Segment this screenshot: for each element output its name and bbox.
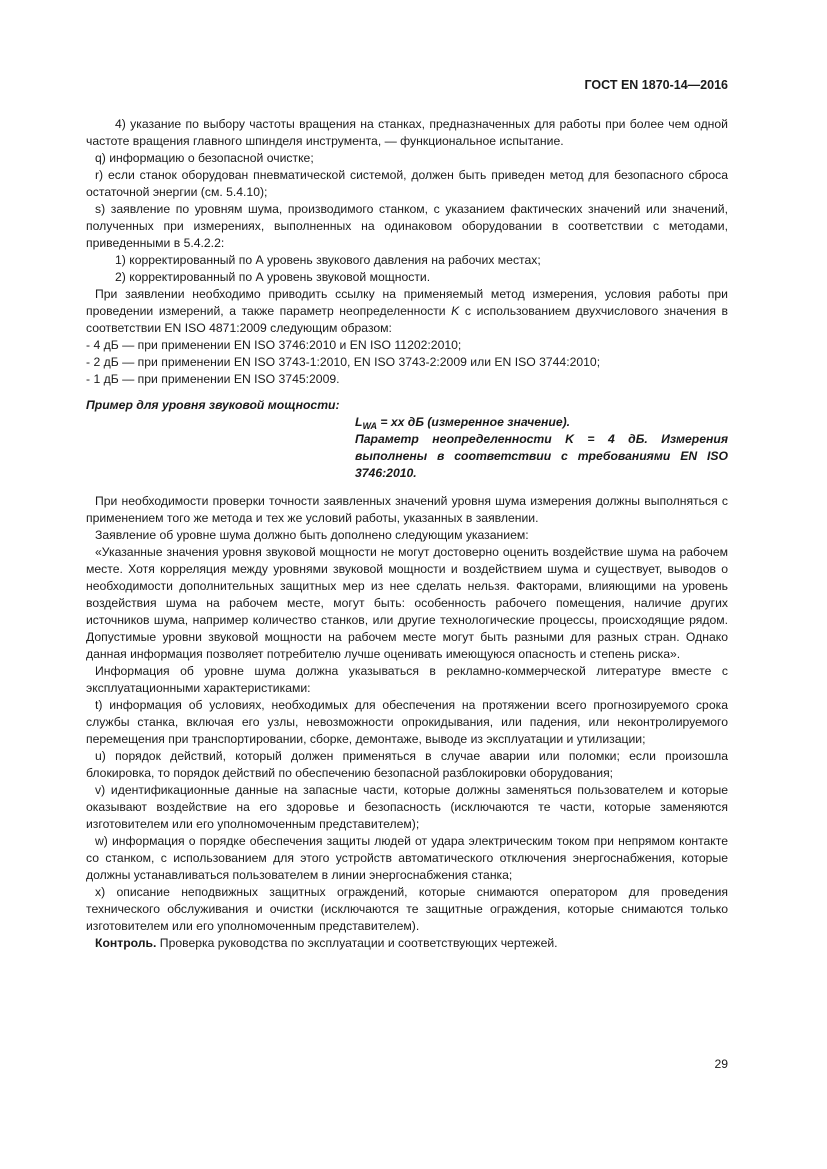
control-paragraph: Контроль. Проверка руководства по эксплуатации и соответствующих чертежей.	[95, 936, 558, 950]
example-title: Пример для уровня звуковой мощности:	[86, 398, 340, 412]
declaration-paragraph: При заявлении необходимо приводить ссылку на применяемый метод измерения, условия работы при проведении измерений, а также параметр неопределенности K с использованием двухчислового значения в соответствии EN ISO 4871:2009 следующим образом:	[86, 287, 728, 335]
item-4-text: 4) указание по выбору частоты вращения на станках, предназначенных для работы при более чем одной частоте вращения главного шпинделя инструмента, — функциональное испытание.	[86, 117, 728, 148]
document-header: ГОСТ EN 1870-14—2016	[584, 78, 728, 92]
page-number: 29	[714, 1057, 728, 1071]
verification-paragraph: При необходимости проверки точности заявленных значений уровня шума измерения должны выполняться с применением того же метода и тех же условий работы, указанных в заявлении.	[86, 494, 728, 525]
example-line-2: Параметр неопределенности K = 4 дБ. Измерения выполнены в соответствии с требованиями EN ISO 3746:2010.	[355, 432, 728, 480]
document-body	[86, 116, 728, 952]
quote-paragraph: «Указанные значения уровня звуковой мощности не могут достоверно оценить воздействие шума на рабочем месте. Хотя корреляция между уровнями звуковой мощности и воздействием шума и существует, выводов о необходимости дополнительных защитных мер из нее сделать нельзя. Факторами, влияющими на уровень воздействия шума на рабочем месте, могут быть: особенность рабочего помещения, наличие других источников шума, например количество станков, или другие технологические процессы, происходящие рядом. Допустимые уровни звуковой мощности на рабочем месте могут быть разными для разных стран. Однако данная информация позволяет потребителю лучше оценивать имеющуюся опасность и степень риска».	[86, 545, 728, 661]
dash-item-3: - 1 дБ — при применении EN ISO 3745:2009.	[86, 372, 340, 386]
item-s2-text: 2) корректированный по А уровень звуковой мощности.	[115, 270, 431, 284]
item-r-text: r) если станок оборудован пневматической системой, должен быть приведен метод для безопасного сброса остаточной энергии (см. 5.4.10);	[86, 168, 728, 199]
item-t-text: t) информация об условиях, необходимых для обеспечения на протяжении всего прогнозируемого срока службы станка, включая его узлы, невозможности опрокидывания, или падения, или неконтролируемого перемещения при транспортировании, сборке, демонтаже, выводе из эксплуатации и утилизации;	[86, 698, 728, 746]
dash-item-1: - 4 дБ — при применении EN ISO 3746:2010 и EN ISO 11202:2010;	[86, 338, 462, 352]
item-u-text: u) порядок действий, который должен применяться в случае аварии или поломки; если произошла блокировка, то порядок действий по обеспечению безопасной разблокировки оборудования;	[86, 749, 728, 780]
dash-item-2: - 2 дБ — при применении EN ISO 3743-1:2010, EN ISO 3743-2:2009 или EN ISO 3744:2010;	[86, 355, 601, 369]
item-q-text: q) информацию о безопасной очистке;	[95, 151, 314, 165]
item-s1-text: 1) корректированный по А уровень звукового давления на рабочих местах;	[115, 253, 541, 267]
item-s-text: s) заявление по уровням шума, производимого станком, с указанием фактических значений или значений, полученных при измерениях, выполненных на одинаковом оборудовании в соответствии с методами, приведенными в 5.4.2.2:	[86, 202, 728, 250]
item-w-text: w) информация о порядке обеспечения защиты людей от удара электрическим током при непрямом контакте со станком, с использованием для этого устройств автоматического отключения энергоснабжения, которые должны устанавливаться пользователем в линии энергоснабжения станка;	[86, 834, 728, 882]
statement-paragraph: Заявление об уровне шума должно быть дополнено следующим указанием:	[95, 528, 529, 542]
literature-paragraph: Информация об уровне шума должна указываться в рекламно-коммерческой литературе вместе с эксплуатационными характеристиками:	[86, 664, 728, 695]
item-x-text: x) описание неподвижных защитных ограждений, которые снимаются оператором для проведения технического обслуживания и очистки (исключаются те защитные ограждения, которые снимаются только изготовителем или его уполномоченным представителем).	[86, 885, 728, 933]
example-line-1: $L_{WA}$ = xx дБ (измеренное значение).	[355, 415, 571, 431]
item-v-text: v) идентификационные данные на запасные части, которые должны заменяться пользователем и которые оказывают воздействие на его здоровье и безопасность (исключаются те части, которые заменяются изготовителем или его уполномоченным представителем);	[86, 783, 728, 831]
